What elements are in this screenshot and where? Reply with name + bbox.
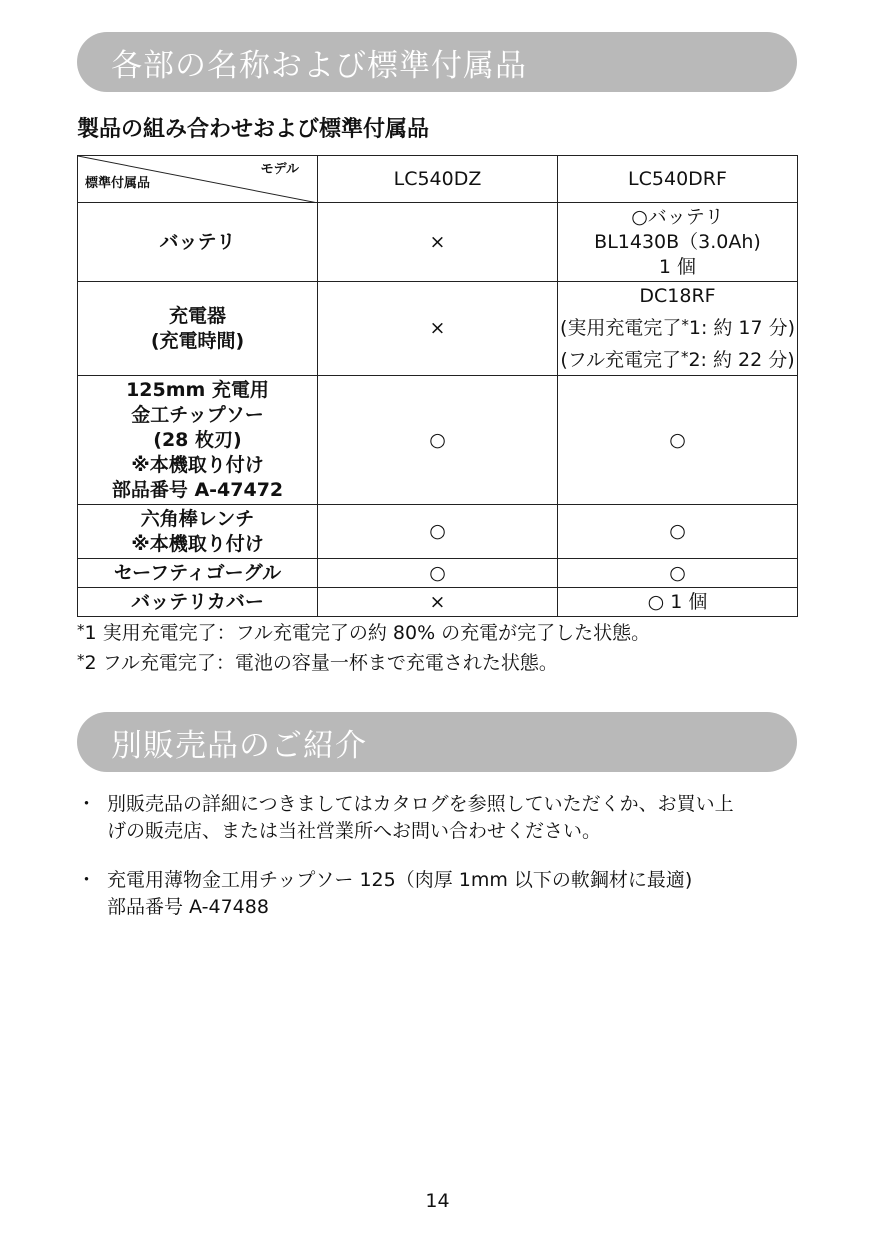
bullet-dot: ・: [77, 793, 97, 815]
table-row-charger: [78, 282, 798, 376]
cell-lc540drf: DC18RF (実用充電完了*1: 約 17 分) (フル充電完了*2: 約 22 分): [558, 282, 798, 376]
cell-lc540dz: ○: [318, 376, 558, 505]
header-diagonal-cell: [78, 156, 318, 203]
row-label: 六角棒レンチ ※本機取り付け: [78, 505, 318, 559]
bullet-item: ・ 充電用薄物金工用チップソー 125（肉厚 1mm 以下の軟鋼材に最適) 部品番号 A-47488: [77, 867, 802, 921]
table-row-goggles: [78, 559, 798, 588]
footnote-1: *1 実用充電完了：フル充電完了の約 80% の充電が完了した状態。: [77, 621, 651, 644]
cell-lc540drf: ○: [558, 376, 798, 505]
accessory-table: [77, 155, 798, 617]
cell-lc540dz: ○: [318, 559, 558, 588]
row-label: バッテリカバー: [78, 588, 318, 617]
cell-lc540dz: ×: [318, 282, 558, 376]
section-title: 各部の名称および標準付属品: [111, 47, 527, 84]
row-label: 充電器 (充電時間): [78, 282, 318, 376]
page-number: 14: [425, 1190, 450, 1212]
cell-lc540drf: ○: [558, 559, 798, 588]
table-header-row: [78, 156, 798, 203]
row-label: 125mm 充電用 金工チップソー (28 枚刃) ※本機取り付け 部品番号 A-47472: [78, 376, 318, 505]
footnote-2: *2 フル充電完了：電池の容量一杯まで充電された状態。: [77, 651, 558, 674]
header-accessory-label: 標準付属品: [85, 176, 151, 191]
cell-lc540drf: ○: [558, 505, 798, 559]
table-row-battery-cover: [78, 588, 798, 617]
cell-lc540dz: ×: [318, 203, 558, 282]
bullet-dot: ・: [77, 869, 97, 891]
section-banner-parts: [77, 32, 797, 92]
table-row-tip-saw: [78, 376, 798, 505]
table-row-battery: [78, 203, 798, 282]
cell-lc540drf: ○ 1 個: [558, 588, 798, 617]
cell-lc540dz: ○: [318, 505, 558, 559]
bullet-item: ・ 別販売品の詳細につきましてはカタログを参照していただくか、お買い上 げの販売店、または当社営業所へお問い合わせください。: [77, 791, 802, 845]
cell-lc540dz: ×: [318, 588, 558, 617]
section-banner-optional: [77, 712, 797, 772]
cell-lc540drf: ○バッテリ BL1430B（3.0Ah) 1 個: [558, 203, 798, 282]
header-model-label: モデル: [260, 162, 299, 177]
row-label: セーフティゴーグル: [78, 559, 318, 588]
row-label: バッテリ: [78, 203, 318, 282]
model-header-lc540drf: LC540DRF: [558, 156, 798, 203]
section-title: 別販売品のご紹介: [111, 727, 367, 764]
model-header-lc540dz: LC540DZ: [318, 156, 558, 203]
table-subtitle: 製品の組み合わせおよび標準付属品: [77, 117, 430, 142]
table-row-hex-wrench: [78, 505, 798, 559]
